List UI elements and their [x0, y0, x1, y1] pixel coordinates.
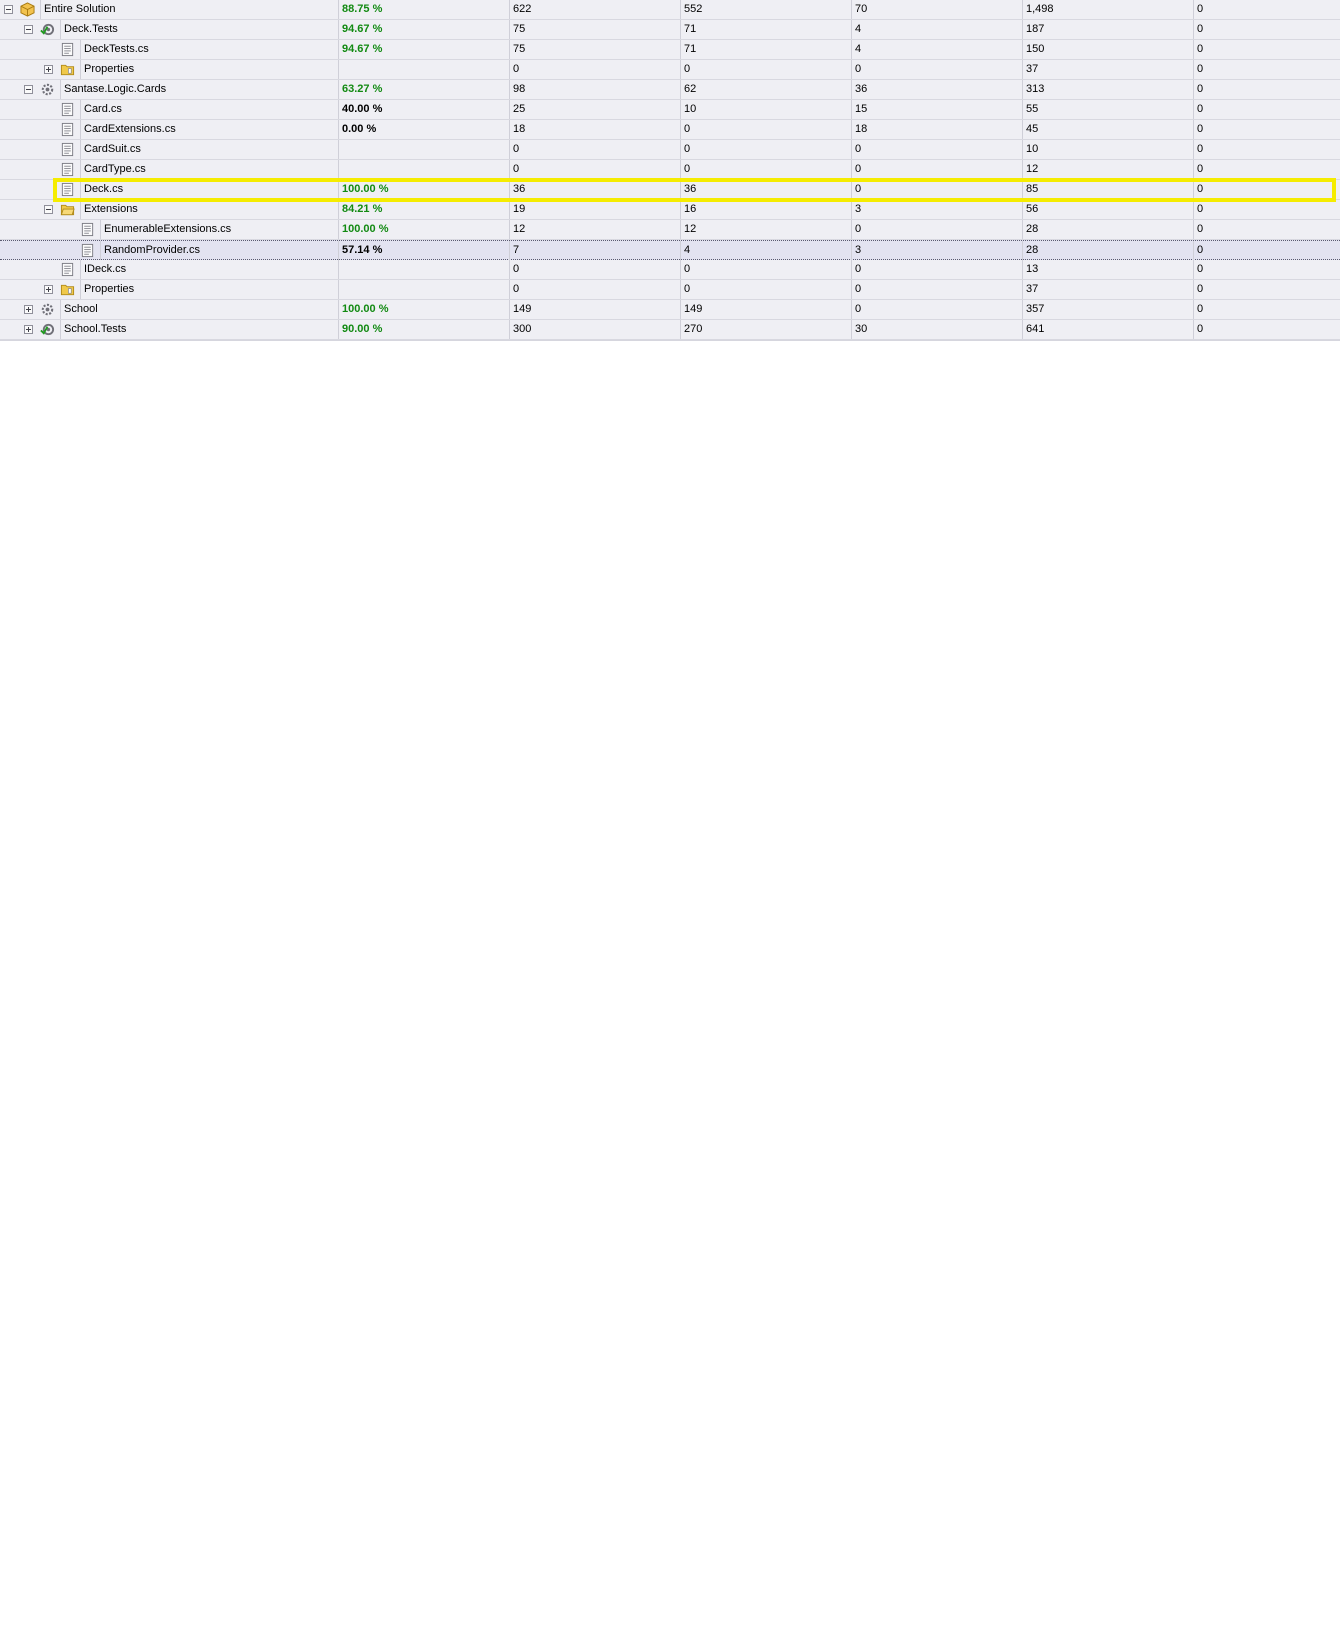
tree-row-label: Properties	[80, 280, 338, 299]
expand-toggle[interactable]	[44, 285, 53, 294]
col-5-value: 0	[1193, 120, 1340, 139]
tree-row-card-cs[interactable]	[0, 100, 1340, 120]
coverage-results-grid	[0, 0, 1340, 341]
tree-row-properties[interactable]	[0, 60, 1340, 80]
coverage-percent: 63.27 %	[338, 80, 509, 99]
tree-row-deck-cs[interactable]	[0, 180, 1340, 200]
col-3-value: 0	[851, 260, 1022, 279]
col-2-value: 149	[680, 300, 851, 319]
tree-row-randomprovider-cs[interactable]	[0, 240, 1340, 260]
tree-row-label: CardSuit.cs	[80, 140, 338, 159]
test-project-icon	[40, 22, 55, 37]
col-4-value: 37	[1022, 60, 1193, 79]
code-file-icon	[80, 243, 95, 258]
tree-row-label: Properties	[80, 60, 338, 79]
col-1-value: 25	[509, 100, 680, 119]
col-4-value: 55	[1022, 100, 1193, 119]
tree-row-label: CardExtensions.cs	[80, 120, 338, 139]
col-4-value: 1,498	[1022, 0, 1193, 19]
col-3-value: 3	[851, 200, 1022, 219]
col-1-value: 0	[509, 280, 680, 299]
col-5-value: 0	[1193, 60, 1340, 79]
col-1-value: 149	[509, 300, 680, 319]
col-2-value: 10	[680, 100, 851, 119]
col-4-value: 37	[1022, 280, 1193, 299]
col-1-value: 7	[509, 241, 680, 260]
col-3-value: 0	[851, 60, 1022, 79]
tree-row-label: Card.cs	[80, 100, 338, 119]
col-2-value: 4	[680, 241, 851, 260]
collapse-toggle[interactable]	[44, 205, 53, 214]
expand-toggle[interactable]	[24, 305, 33, 314]
col-2-value: 12	[680, 220, 851, 239]
col-4-value: 150	[1022, 40, 1193, 59]
code-file-icon	[60, 42, 75, 57]
coverage-percent: 94.67 %	[338, 40, 509, 59]
tree-row-label: IDeck.cs	[80, 260, 338, 279]
collapse-toggle[interactable]	[24, 85, 33, 94]
col-1-value: 12	[509, 220, 680, 239]
tree-row-cardtype-cs[interactable]	[0, 160, 1340, 180]
col-3-value: 30	[851, 320, 1022, 339]
col-2-value: 270	[680, 320, 851, 339]
col-4-value: 313	[1022, 80, 1193, 99]
folder-icon	[60, 282, 75, 297]
project-icon	[40, 82, 55, 97]
solution-icon	[20, 2, 35, 17]
tree-row-school[interactable]	[0, 300, 1340, 320]
col-4-value: 28	[1022, 220, 1193, 239]
col-5-value: 0	[1193, 220, 1340, 239]
col-1-value: 0	[509, 160, 680, 179]
col-5-value: 0	[1193, 280, 1340, 299]
tree-row-label: School	[60, 300, 338, 319]
coverage-percent: 94.67 %	[338, 20, 509, 39]
tree-row-enumerableextensions-cs[interactable]	[0, 220, 1340, 240]
col-3-value: 0	[851, 220, 1022, 239]
col-3-value: 4	[851, 40, 1022, 59]
col-2-value: 0	[680, 160, 851, 179]
coverage-percent: 88.75 %	[338, 0, 509, 19]
col-5-value: 0	[1193, 160, 1340, 179]
code-file-icon	[80, 222, 95, 237]
col-2-value: 16	[680, 200, 851, 219]
col-2-value: 0	[680, 120, 851, 139]
col-2-value: 36	[680, 180, 851, 199]
tree-row-label: Deck.cs	[80, 180, 338, 199]
coverage-percent: 0.00 %	[338, 120, 509, 139]
coverage-percent: 100.00 %	[338, 180, 509, 199]
col-4-value: 641	[1022, 320, 1193, 339]
project-icon	[40, 302, 55, 317]
col-1-value: 19	[509, 200, 680, 219]
tree-row-label: EnumerableExtensions.cs	[100, 220, 338, 239]
collapse-toggle[interactable]	[4, 5, 13, 14]
code-file-icon	[60, 182, 75, 197]
col-5-value: 0	[1193, 300, 1340, 319]
tree-row-label: Santase.Logic.Cards	[60, 80, 338, 99]
collapse-toggle[interactable]	[24, 25, 33, 34]
folder-icon	[60, 202, 75, 217]
tree-row-label: School.Tests	[60, 320, 338, 339]
col-4-value: 187	[1022, 20, 1193, 39]
col-1-value: 36	[509, 180, 680, 199]
col-1-value: 98	[509, 80, 680, 99]
tree-row-decktests-cs[interactable]	[0, 40, 1340, 60]
coverage-percent: 100.00 %	[338, 300, 509, 319]
tree-row-label: Deck.Tests	[60, 20, 338, 39]
expand-toggle[interactable]	[44, 65, 53, 74]
col-3-value: 0	[851, 160, 1022, 179]
col-1-value: 0	[509, 140, 680, 159]
coverage-percent	[338, 160, 509, 179]
col-3-value: 70	[851, 0, 1022, 19]
col-2-value: 0	[680, 280, 851, 299]
col-2-value: 71	[680, 40, 851, 59]
col-4-value: 13	[1022, 260, 1193, 279]
code-file-icon	[60, 162, 75, 177]
tree-row-label: DeckTests.cs	[80, 40, 338, 59]
coverage-percent	[338, 280, 509, 299]
col-4-value: 45	[1022, 120, 1193, 139]
col-5-value: 0	[1193, 80, 1340, 99]
coverage-percent	[338, 260, 509, 279]
col-1-value: 75	[509, 20, 680, 39]
col-4-value: 28	[1022, 241, 1193, 260]
col-4-value: 56	[1022, 200, 1193, 219]
col-2-value: 0	[680, 140, 851, 159]
tree-row-school-tests[interactable]	[0, 320, 1340, 340]
coverage-percent	[338, 140, 509, 159]
col-3-value: 0	[851, 280, 1022, 299]
coverage-percent	[338, 60, 509, 79]
col-5-value: 0	[1193, 100, 1340, 119]
tree-row-extensions[interactable]	[0, 200, 1340, 220]
col-1-value: 0	[509, 260, 680, 279]
col-2-value: 62	[680, 80, 851, 99]
col-1-value: 300	[509, 320, 680, 339]
tree-row-santase-logic-cards[interactable]	[0, 80, 1340, 100]
code-file-icon	[60, 142, 75, 157]
code-file-icon	[60, 122, 75, 137]
col-5-value: 0	[1193, 200, 1340, 219]
tree-row-properties[interactable]	[0, 280, 1340, 300]
tree-row-label: CardType.cs	[80, 160, 338, 179]
folder-icon	[60, 62, 75, 77]
expand-toggle[interactable]	[24, 325, 33, 334]
col-3-value: 0	[851, 180, 1022, 199]
col-3-value: 15	[851, 100, 1022, 119]
code-file-icon	[60, 102, 75, 117]
coverage-percent: 57.14 %	[338, 241, 509, 260]
col-5-value: 0	[1193, 0, 1340, 19]
col-2-value: 552	[680, 0, 851, 19]
tree-row-deck-tests[interactable]	[0, 20, 1340, 40]
col-2-value: 0	[680, 60, 851, 79]
col-5-value: 0	[1193, 320, 1340, 339]
col-1-value: 18	[509, 120, 680, 139]
col-3-value: 0	[851, 140, 1022, 159]
tree-row-cardsuit-cs[interactable]	[0, 140, 1340, 160]
col-5-value: 0	[1193, 40, 1340, 59]
col-5-value: 0	[1193, 140, 1340, 159]
col-2-value: 0	[680, 260, 851, 279]
col-5-value: 0	[1193, 20, 1340, 39]
col-1-value: 75	[509, 40, 680, 59]
tree-row-ideck-cs[interactable]	[0, 260, 1340, 280]
col-5-value: 0	[1193, 241, 1340, 260]
coverage-percent: 100.00 %	[338, 220, 509, 239]
col-3-value: 0	[851, 300, 1022, 319]
col-3-value: 3	[851, 241, 1022, 260]
tree-row-label: Entire Solution	[40, 0, 338, 19]
col-1-value: 622	[509, 0, 680, 19]
col-5-value: 0	[1193, 260, 1340, 279]
col-4-value: 12	[1022, 160, 1193, 179]
col-2-value: 71	[680, 20, 851, 39]
tree-row-label: RandomProvider.cs	[100, 241, 338, 260]
col-3-value: 18	[851, 120, 1022, 139]
coverage-percent: 84.21 %	[338, 200, 509, 219]
coverage-percent: 40.00 %	[338, 100, 509, 119]
tree-row-cardextensions-cs[interactable]	[0, 120, 1340, 140]
col-4-value: 357	[1022, 300, 1193, 319]
col-1-value: 0	[509, 60, 680, 79]
col-4-value: 85	[1022, 180, 1193, 199]
col-3-value: 36	[851, 80, 1022, 99]
coverage-percent: 90.00 %	[338, 320, 509, 339]
test-project-icon	[40, 322, 55, 337]
tree-row-label: Extensions	[80, 200, 338, 219]
code-file-icon	[60, 262, 75, 277]
col-3-value: 4	[851, 20, 1022, 39]
col-5-value: 0	[1193, 180, 1340, 199]
col-4-value: 10	[1022, 140, 1193, 159]
tree-row-entire-solution[interactable]	[0, 0, 1340, 20]
